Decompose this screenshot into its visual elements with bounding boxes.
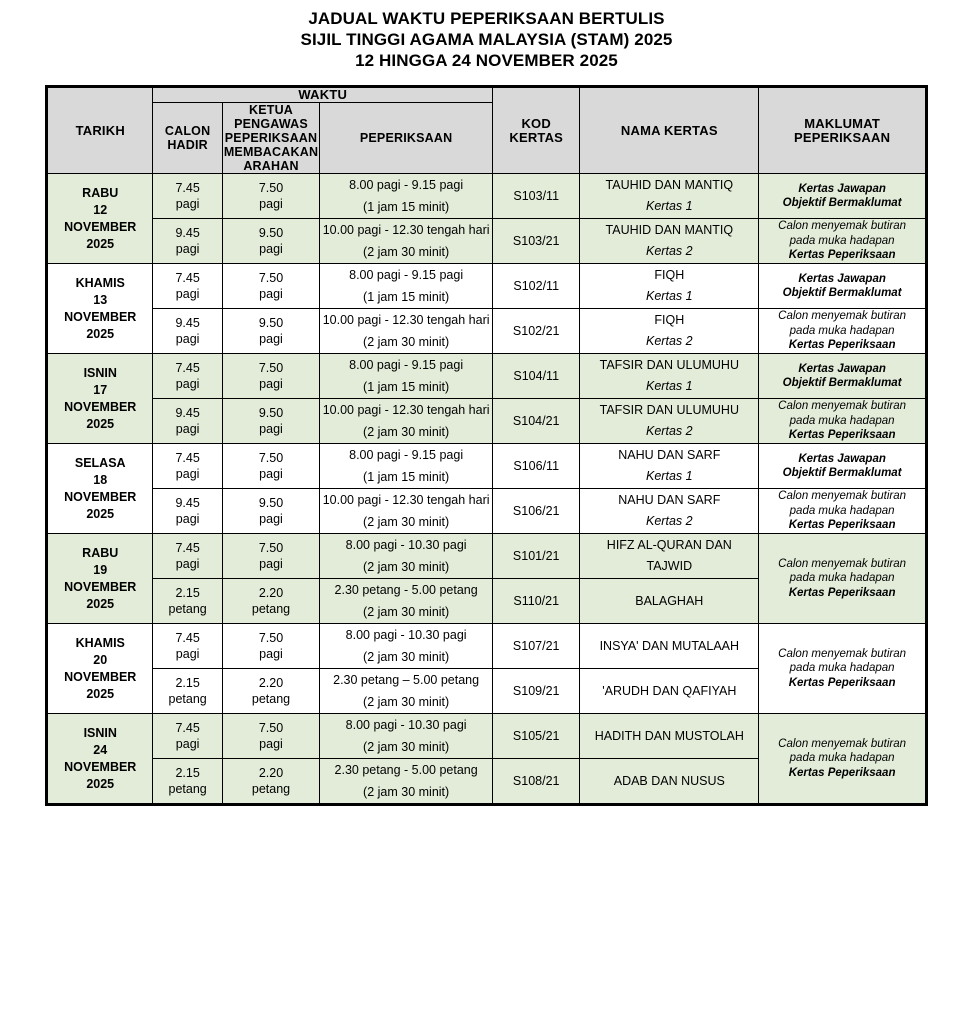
- peperiksaan-time-cell: [320, 219, 493, 264]
- ketua-pengawas-cell: [222, 399, 319, 444]
- header-waktu: WAKTU: [153, 87, 493, 103]
- calon-hadir-cell: [153, 309, 222, 354]
- kod-kertas-cell: S102/11: [493, 264, 580, 309]
- exam-duration: (2 jam 30 minit): [363, 560, 450, 574]
- ketua-pengawas-cell: [222, 669, 319, 714]
- nama-kertas-cell: [580, 489, 759, 534]
- kod-kertas-cell: S101/21: [493, 534, 580, 579]
- maklumat-line2: pada muka hadapan: [789, 662, 895, 675]
- paper-name: TAFSIR DAN ULUMUHU: [599, 403, 739, 417]
- maklumat-line2: pada muka hadapan: [789, 504, 895, 517]
- exam-duration: (2 jam 30 minit): [363, 245, 450, 259]
- header-ketua-pengawas: [222, 103, 319, 174]
- ketua-time: 7.50: [258, 361, 284, 375]
- kod-kertas-cell: S103/11: [493, 174, 580, 219]
- header-ketua-line3: PEPERIKSAAN: [224, 131, 318, 145]
- ketua-period: pagi: [259, 377, 283, 391]
- date-number: 24: [93, 742, 108, 757]
- header-maklumat-line2: PEPERIKSAAN: [794, 129, 891, 145]
- calon-period: petang: [168, 692, 207, 706]
- maklumat-line2: Objektif Bermaklumat: [782, 467, 902, 479]
- exam-time-range: 2.30 petang - 5.00 petang: [334, 763, 478, 777]
- nama-kertas-cell: [580, 759, 759, 805]
- exam-time-range: 10.00 pagi - 12.30 tengah hari: [322, 403, 490, 417]
- date-day: KHAMIS: [75, 635, 125, 650]
- header-kod-kertas: [493, 87, 580, 174]
- maklumat-cell: [759, 354, 927, 399]
- calon-time: 7.45: [175, 271, 200, 285]
- maklumat-line1: Kertas Jawapan: [798, 272, 886, 285]
- table-row: [47, 714, 927, 759]
- title-line-1: JADUAL WAKTU PEPERIKSAAN BERTULIS: [308, 9, 665, 28]
- maklumat-cell: [759, 534, 927, 624]
- exam-time-range: 10.00 pagi - 12.30 tengah hari: [322, 493, 490, 507]
- exam-time-range: 8.00 pagi - 10.30 pagi: [345, 538, 467, 552]
- timetable-container: [45, 85, 928, 806]
- date-day: RABU: [82, 185, 119, 200]
- maklumat-line2: pada muka hadapan: [789, 572, 895, 585]
- maklumat-line2: Objektif Bermaklumat: [782, 377, 902, 389]
- kod-kertas-cell: S106/11: [493, 444, 580, 489]
- nama-kertas-cell: [580, 219, 759, 264]
- exam-time-range: 8.00 pagi - 9.15 pagi: [349, 178, 464, 192]
- date-year: 2025: [86, 416, 115, 431]
- maklumat-line1: Kertas Jawapan: [798, 362, 886, 375]
- date-cell: [47, 714, 153, 805]
- peperiksaan-time-cell: [320, 489, 493, 534]
- nama-kertas-cell: [580, 669, 759, 714]
- peperiksaan-time-cell: [320, 669, 493, 714]
- calon-period: petang: [168, 782, 207, 796]
- calon-period: pagi: [175, 332, 200, 346]
- exam-duration: (1 jam 15 minit): [363, 470, 450, 484]
- date-number: 12: [93, 202, 108, 217]
- maklumat-line1: Calon menyemak butiran: [778, 737, 907, 750]
- maklumat-cell: [759, 174, 927, 219]
- table-row: [47, 489, 927, 534]
- date-number: 17: [93, 382, 108, 397]
- peperiksaan-time-cell: [320, 174, 493, 219]
- ketua-period: pagi: [259, 197, 283, 211]
- calon-period: pagi: [175, 467, 200, 481]
- table-row: [47, 309, 927, 354]
- nama-kertas-cell: [580, 399, 759, 444]
- maklumat-cell: [759, 219, 927, 264]
- paper-name: TAUHID DAN MANTIQ: [605, 178, 734, 192]
- kod-kertas-cell: S107/21: [493, 624, 580, 669]
- date-year: 2025: [86, 326, 115, 341]
- calon-hadir-cell: [153, 669, 222, 714]
- header-ketua-line2: PENGAWAS: [234, 117, 308, 131]
- ketua-period: petang: [251, 692, 291, 706]
- table-header: [47, 87, 927, 174]
- ketua-pengawas-cell: [222, 264, 319, 309]
- paper-number: Kertas 1: [646, 199, 693, 213]
- paper-number: Kertas 2: [646, 244, 693, 258]
- ketua-time: 7.50: [258, 271, 284, 285]
- peperiksaan-time-cell: [320, 309, 493, 354]
- date-day: RABU: [82, 545, 119, 560]
- maklumat-line2: pada muka hadapan: [789, 414, 895, 427]
- date-day: ISNIN: [83, 365, 117, 380]
- maklumat-cell: [759, 309, 927, 354]
- maklumat-line2: pada muka hadapan: [789, 324, 895, 337]
- exam-duration: (2 jam 30 minit): [363, 695, 450, 709]
- date-number: 18: [93, 472, 108, 487]
- date-cell: [47, 354, 153, 444]
- paper-name-line2: TAJWID: [646, 559, 693, 573]
- maklumat-line3: Kertas Peperiksaan: [788, 249, 896, 262]
- ketua-time: 7.50: [258, 541, 284, 555]
- calon-hadir-cell: [153, 399, 222, 444]
- date-number: 13: [93, 292, 108, 307]
- date-day: ISNIN: [83, 725, 117, 740]
- date-month: NOVEMBER: [64, 219, 137, 234]
- ketua-pengawas-cell: [222, 309, 319, 354]
- maklumat-line1: Calon menyemak butiran: [778, 557, 907, 570]
- ketua-pengawas-cell: [222, 219, 319, 264]
- peperiksaan-time-cell: [320, 534, 493, 579]
- date-month: NOVEMBER: [64, 399, 137, 414]
- ketua-period: pagi: [259, 422, 283, 436]
- paper-name: HIFZ AL-QURAN DAN: [606, 538, 732, 552]
- maklumat-line1: Kertas Jawapan: [798, 182, 886, 195]
- date-day: SELASA: [74, 455, 126, 470]
- ketua-pengawas-cell: [222, 174, 319, 219]
- header-ketua-line5: ARAHAN: [243, 159, 299, 173]
- ketua-time: 2.20: [258, 676, 284, 690]
- ketua-period: petang: [251, 782, 291, 796]
- paper-name: FIQH: [654, 313, 685, 327]
- kod-kertas-cell: S104/21: [493, 399, 580, 444]
- ketua-pengawas-cell: [222, 534, 319, 579]
- table-body: [47, 174, 927, 805]
- ketua-period: petang: [251, 602, 291, 616]
- title-line-2: SIJIL TINGGI AGAMA MALAYSIA (STAM) 2025: [300, 30, 673, 49]
- paper-name: TAFSIR DAN ULUMUHU: [599, 358, 739, 372]
- paper-name: NAHU DAN SARF: [618, 448, 721, 462]
- calon-time: 9.45: [175, 406, 200, 420]
- paper-number: Kertas 1: [646, 289, 693, 303]
- maklumat-line3: Kertas Peperiksaan: [788, 339, 896, 352]
- exam-duration: (2 jam 30 minit): [363, 335, 450, 349]
- ketua-pengawas-cell: [222, 489, 319, 534]
- kod-kertas-cell: S105/21: [493, 714, 580, 759]
- exam-duration: (2 jam 30 minit): [363, 650, 450, 664]
- table-row: [47, 354, 927, 399]
- calon-time: 9.45: [175, 226, 200, 240]
- header-kod-line1: KOD: [521, 115, 551, 131]
- nama-kertas-cell: [580, 174, 759, 219]
- exam-duration: (2 jam 30 minit): [363, 515, 450, 529]
- maklumat-cell: [759, 264, 927, 309]
- maklumat-cell: [759, 624, 927, 714]
- table-row: [47, 174, 927, 219]
- ketua-time: 2.20: [258, 766, 284, 780]
- kod-kertas-cell: S109/21: [493, 669, 580, 714]
- calon-time: 2.15: [175, 586, 200, 600]
- paper-number: Kertas 2: [646, 334, 693, 348]
- date-year: 2025: [86, 236, 115, 251]
- paper-name: ADAB DAN NUSUS: [613, 773, 725, 788]
- peperiksaan-time-cell: [320, 759, 493, 805]
- exam-duration: (2 jam 30 minit): [363, 425, 450, 439]
- header-kod-line2: KERTAS: [509, 129, 564, 145]
- date-month: NOVEMBER: [64, 579, 137, 594]
- maklumat-line1: Calon menyemak butiran: [778, 310, 907, 323]
- maklumat-line3: Kertas Peperiksaan: [788, 676, 896, 689]
- exam-duration: (1 jam 15 minit): [363, 380, 450, 394]
- maklumat-line1: Kertas Jawapan: [798, 452, 886, 465]
- calon-period: pagi: [175, 512, 200, 526]
- ketua-pengawas-cell: [222, 759, 319, 805]
- table-row: [47, 534, 927, 579]
- peperiksaan-time-cell: [320, 399, 493, 444]
- nama-kertas-cell: [580, 309, 759, 354]
- header-ketua-line1: KETUA: [248, 103, 294, 117]
- date-day: KHAMIS: [75, 275, 125, 290]
- calon-time: 7.45: [175, 181, 200, 195]
- paper-name: 'ARUDH DAN QAFIYAH: [602, 683, 737, 698]
- calon-period: pagi: [175, 737, 200, 751]
- paper-name: BALAGHAH: [635, 593, 704, 608]
- calon-hadir-cell: [153, 264, 222, 309]
- calon-hadir-cell: [153, 714, 222, 759]
- paper-name: FIQH: [654, 268, 685, 282]
- ketua-time: 9.50: [258, 316, 284, 330]
- calon-period: pagi: [175, 242, 200, 256]
- date-month: NOVEMBER: [64, 759, 137, 774]
- paper-name: TAUHID DAN MANTIQ: [605, 223, 734, 237]
- exam-time-range: 8.00 pagi - 9.15 pagi: [349, 448, 464, 462]
- calon-hadir-cell: [153, 219, 222, 264]
- ketua-period: pagi: [259, 467, 283, 481]
- exam-time-range: 2.30 petang – 5.00 petang: [333, 673, 480, 687]
- exam-time-range: 10.00 pagi - 12.30 tengah hari: [322, 313, 490, 327]
- maklumat-line2: pada muka hadapan: [789, 234, 895, 247]
- maklumat-cell: [759, 489, 927, 534]
- maklumat-line3: Kertas Peperiksaan: [788, 429, 896, 442]
- title-line-3: 12 HINGGA 24 NOVEMBER 2025: [355, 51, 618, 70]
- calon-hadir-cell: [153, 624, 222, 669]
- calon-hadir-cell: [153, 444, 222, 489]
- date-year: 2025: [86, 506, 115, 521]
- calon-time: 9.45: [175, 496, 200, 510]
- date-cell: [47, 174, 153, 264]
- date-cell: [47, 534, 153, 624]
- calon-time: 2.15: [175, 676, 200, 690]
- ketua-period: pagi: [259, 287, 283, 301]
- ketua-pengawas-cell: [222, 579, 319, 624]
- peperiksaan-time-cell: [320, 264, 493, 309]
- maklumat-line3: Kertas Peperiksaan: [788, 519, 896, 532]
- ketua-time: 9.50: [258, 226, 284, 240]
- ketua-period: pagi: [259, 737, 283, 751]
- maklumat-cell: [759, 714, 927, 805]
- peperiksaan-time-cell: [320, 444, 493, 489]
- ketua-period: pagi: [259, 647, 283, 661]
- calon-time: 7.45: [175, 721, 200, 735]
- kod-kertas-cell: S104/11: [493, 354, 580, 399]
- nama-kertas-cell: [580, 444, 759, 489]
- table-row: [47, 219, 927, 264]
- kod-kertas-cell: S103/21: [493, 219, 580, 264]
- calon-period: pagi: [175, 422, 200, 436]
- table-row: [47, 264, 927, 309]
- header-tarikh: TARIKH: [47, 87, 153, 174]
- maklumat-line2: Objektif Bermaklumat: [782, 287, 902, 299]
- paper-number: Kertas 2: [646, 514, 693, 528]
- calon-hadir-cell: [153, 174, 222, 219]
- maklumat-line3: Kertas Peperiksaan: [788, 766, 896, 779]
- calon-hadir-cell: [153, 534, 222, 579]
- header-nama-kertas: NAMA KERTAS: [580, 87, 759, 174]
- exam-time-range: 8.00 pagi - 9.15 pagi: [349, 268, 464, 282]
- table-row: [47, 444, 927, 489]
- date-year: 2025: [86, 686, 115, 701]
- ketua-pengawas-cell: [222, 444, 319, 489]
- exam-duration: (2 jam 30 minit): [363, 785, 450, 799]
- ketua-period: pagi: [259, 242, 283, 256]
- calon-hadir-cell: [153, 354, 222, 399]
- calon-period: pagi: [175, 287, 200, 301]
- ketua-pengawas-cell: [222, 354, 319, 399]
- peperiksaan-time-cell: [320, 354, 493, 399]
- date-month: NOVEMBER: [64, 669, 137, 684]
- ketua-time: 7.50: [258, 451, 284, 465]
- date-year: 2025: [86, 776, 115, 791]
- paper-number: Kertas 1: [646, 379, 693, 393]
- nama-kertas-cell: [580, 579, 759, 624]
- exam-time-range: 8.00 pagi - 9.15 pagi: [349, 358, 464, 372]
- calon-hadir-cell: [153, 489, 222, 534]
- calon-period: pagi: [175, 557, 200, 571]
- ketua-period: pagi: [259, 557, 283, 571]
- maklumat-line3: Kertas Peperiksaan: [788, 586, 896, 599]
- peperiksaan-time-cell: [320, 714, 493, 759]
- header-row-top: [47, 87, 927, 103]
- date-cell: [47, 264, 153, 354]
- paper-number: Kertas 1: [646, 469, 693, 483]
- exam-duration: (2 jam 30 minit): [363, 605, 450, 619]
- header-calon-line1: CALON: [164, 124, 211, 138]
- date-month: NOVEMBER: [64, 489, 137, 504]
- date-cell: [47, 624, 153, 714]
- exam-time-range: 8.00 pagi - 10.30 pagi: [345, 718, 467, 732]
- ketua-time: 7.50: [258, 181, 284, 195]
- calon-hadir-cell: [153, 579, 222, 624]
- nama-kertas-cell: [580, 624, 759, 669]
- maklumat-cell: [759, 399, 927, 444]
- ketua-time: 7.50: [258, 721, 284, 735]
- exam-time-range: 10.00 pagi - 12.30 tengah hari: [322, 223, 490, 237]
- maklumat-line1: Calon menyemak butiran: [778, 490, 907, 503]
- date-month: NOVEMBER: [64, 309, 137, 324]
- exam-schedule-table: [45, 85, 928, 806]
- peperiksaan-time-cell: [320, 624, 493, 669]
- calon-period: pagi: [175, 197, 200, 211]
- nama-kertas-cell: [580, 264, 759, 309]
- peperiksaan-time-cell: [320, 579, 493, 624]
- maklumat-line1: Calon menyemak butiran: [778, 647, 907, 660]
- calon-time: 7.45: [175, 631, 200, 645]
- header-peperiksaan: PEPERIKSAAN: [320, 103, 493, 174]
- kod-kertas-cell: S108/21: [493, 759, 580, 805]
- paper-number: Kertas 2: [646, 424, 693, 438]
- maklumat-line2: Objektif Bermaklumat: [782, 197, 902, 209]
- maklumat-cell: [759, 444, 927, 489]
- date-number: 20: [93, 652, 108, 667]
- calon-time: 7.45: [175, 361, 200, 375]
- ketua-time: 9.50: [258, 406, 284, 420]
- ketua-time: 7.50: [258, 631, 284, 645]
- header-maklumat-line1: MAKLUMAT: [804, 115, 880, 131]
- ketua-period: pagi: [259, 512, 283, 526]
- kod-kertas-cell: S106/21: [493, 489, 580, 534]
- header-calon-line2: HADIR: [167, 138, 208, 152]
- exam-time-range: 8.00 pagi - 10.30 pagi: [345, 628, 467, 642]
- nama-kertas-cell: [580, 534, 759, 579]
- paper-name: INSYA' DAN MUTALAAH: [599, 638, 740, 653]
- nama-kertas-cell: [580, 354, 759, 399]
- ketua-pengawas-cell: [222, 624, 319, 669]
- ketua-pengawas-cell: [222, 714, 319, 759]
- calon-time: 2.15: [175, 766, 200, 780]
- page-title: [0, 0, 973, 71]
- calon-time: 7.45: [175, 541, 200, 555]
- exam-time-range: 2.30 petang - 5.00 petang: [334, 583, 478, 597]
- calon-time: 9.45: [175, 316, 200, 330]
- exam-duration: (2 jam 30 minit): [363, 740, 450, 754]
- header-ketua-line4: MEMBACAKAN: [223, 145, 319, 159]
- paper-name: HADITH DAN MUSTOLAH: [594, 728, 744, 743]
- date-cell: [47, 444, 153, 534]
- calon-hadir-cell: [153, 759, 222, 805]
- header-maklumat-peperiksaan: [759, 87, 927, 174]
- maklumat-line1: Calon menyemak butiran: [778, 220, 907, 233]
- calon-period: petang: [168, 602, 207, 616]
- kod-kertas-cell: S110/21: [493, 579, 580, 624]
- calon-time: 7.45: [175, 451, 200, 465]
- table-row: [47, 399, 927, 444]
- calon-period: pagi: [175, 647, 200, 661]
- kod-kertas-cell: S102/21: [493, 309, 580, 354]
- ketua-time: 9.50: [258, 496, 284, 510]
- calon-period: pagi: [175, 377, 200, 391]
- date-year: 2025: [86, 596, 115, 611]
- ketua-period: pagi: [259, 332, 283, 346]
- date-number: 19: [93, 562, 108, 577]
- exam-duration: (1 jam 15 minit): [363, 290, 450, 304]
- paper-name: NAHU DAN SARF: [618, 493, 721, 507]
- nama-kertas-cell: [580, 714, 759, 759]
- maklumat-line1: Calon menyemak butiran: [778, 400, 907, 413]
- table-row: [47, 624, 927, 669]
- maklumat-line2: pada muka hadapan: [789, 752, 895, 765]
- ketua-time: 2.20: [258, 586, 284, 600]
- header-calon-hadir: [153, 103, 222, 174]
- exam-duration: (1 jam 15 minit): [363, 200, 450, 214]
